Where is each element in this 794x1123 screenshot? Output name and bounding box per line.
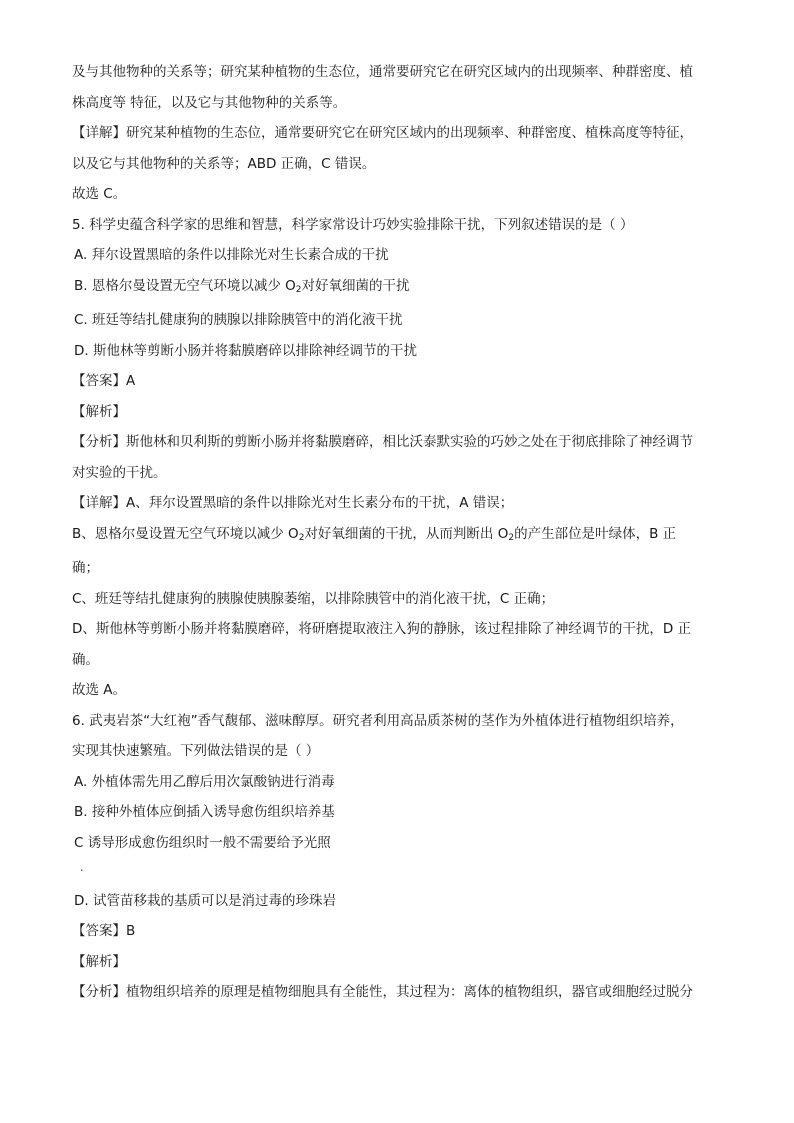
- question-6-stem: 实现其快速繁殖。下列做法错误的是（ ）: [72, 743, 320, 759]
- analysis-line: 【分析】植物组织培养的原理是植物细胞具有全能性，其过程为：离体的植物组织，器官或细胞经过脱分: [72, 984, 693, 1000]
- question-6-stem: 6. 武夷岩茶“大红袍”香气馥郁、滋味醇厚。研究者利用高品质茶树的茎作为外植体进行植物组织培养，: [72, 712, 684, 729]
- question-5-option-d: D. 斯他林等剪断小肠并将黏膜磨碎以排除神经调节的干扰: [74, 342, 417, 359]
- question-5-option-a: A. 拜尔设置黑暗的条件以排除光对生长素合成的干扰: [74, 247, 389, 263]
- detail-b-part-3: 的产生部位是叶绿体，B 正: [514, 525, 677, 542]
- detail-line: 【详解】研究某种植物的生态位，通常要研究它在研究区域内的出现频率、种群密度、植株高度等特征，: [72, 125, 693, 141]
- question-6-option-b: B. 接种外植体应倒插入诱导愈伤组织培养基: [74, 804, 335, 820]
- option-b-text-end: 对好氧细菌的干扰: [301, 277, 410, 294]
- analysis-line: 对实验的干扰。: [72, 464, 167, 481]
- question-5-option-b: [72, 276, 722, 300]
- subscript: 2: [298, 532, 305, 543]
- stray-dot: .: [80, 860, 84, 874]
- choice-line: 故选 C。: [72, 186, 127, 202]
- analysis-line: 【分析】斯他林和贝利斯的剪断小肠并将黏膜磨碎，相比沃泰默实验的巧妙之处在于彻底排除了神经调节: [72, 434, 693, 450]
- document-page: [72, 62, 722, 1002]
- choice-line: 故选 A。: [72, 682, 127, 698]
- text-line: 以及它与其他物种的关系等；ABD 正确，C 错误。: [72, 155, 376, 172]
- answer-label: 【答案】A: [72, 373, 136, 389]
- text-line: 株高度等 特征，以及它与其他物种的关系等。: [72, 94, 347, 111]
- detail-line: 确；: [72, 560, 99, 576]
- question-5-option-c: C. 班廷等结扎健康狗的胰腺以排除胰管中的消化液干扰: [74, 312, 403, 328]
- detail-b-part-2: 对好氧细菌的干扰，从而判断出 O: [304, 525, 509, 542]
- option-b-text-start: B. 恩格尔曼设置无空气环境以减少 O: [74, 277, 296, 294]
- subscript: 2: [508, 532, 515, 543]
- question-6-option-d: D. 试管苗移栽的基质可以是消过毒的珍珠岩: [74, 892, 336, 909]
- question-6-option-c: C 诱导形成愈伤组织时一般不需要给予光照: [74, 834, 331, 851]
- detail-line: 确。: [72, 651, 99, 668]
- detail-line: C、班廷等结扎健康狗的胰腺使胰腺萎缩，以排除胰管中的消化液干扰，C 正确；: [72, 590, 555, 607]
- answer-label: 【答案】B: [72, 923, 136, 939]
- analysis-label: 【解析】: [72, 403, 126, 420]
- detail-line: [72, 524, 722, 548]
- detail-line: D、斯他林等剪断小肠并将黏膜磨碎，将研磨提取液注入狗的静脉，该过程排除了神经调节的干扰，D 正: [72, 621, 692, 637]
- analysis-label: 【解析】: [72, 953, 126, 970]
- text-line: 及与其他物种的关系等；研究某种植物的生态位，通常要研究它在研究区域内的出现频率、种群密度、植: [72, 64, 693, 80]
- detail-b-part-1: B、恩格尔曼设置无空气环境以减少 O: [72, 525, 299, 542]
- question-6-option-a: A. 外植体需先用乙醇后用次氯酸钠进行消毒: [74, 773, 335, 790]
- detail-line: 【详解】A、拜尔设置黑暗的条件以排除光对生长素分布的干扰，A 错误；: [72, 495, 514, 511]
- subscript: 2: [295, 284, 302, 295]
- question-5-stem: 5. 科学史蕴含科学家的思维和智慧，科学家常设计巧妙实验排除干扰，下列叙述错误的是（ ）: [72, 216, 634, 233]
